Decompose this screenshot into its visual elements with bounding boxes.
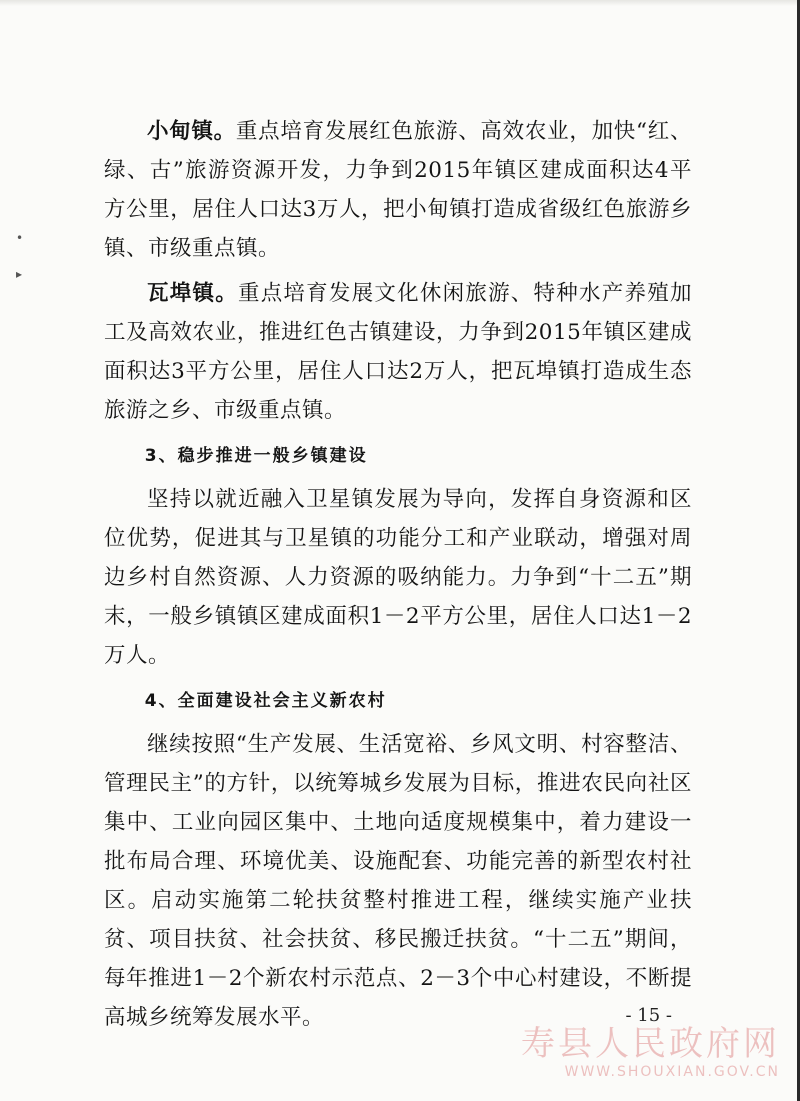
watermark-title: 寿县人民政府网 [521, 1024, 780, 1064]
watermark-url: WWW.SHOUXIAN.GOV.CN [564, 1064, 780, 1080]
paragraph-general-towns: 坚持以就近融入卫星镇发展为导向，发挥自身资源和区位优势，促进其与卫星镇的功能分工和产业联动，增强对周边乡村自然资源、人力资源的吸纳能力。力争到“十二五”期末，一般乡镇镇区建成面积1－2平方公里，居住人口达1－2万人。 [104, 487, 692, 668]
scan-edge-top [0, 0, 800, 6]
section-heading-4: 4、全面建设社会主义新农村 [144, 691, 387, 711]
page-number: - 15 - [625, 1005, 672, 1026]
paragraph-new-countryside: 继续按照“生产发展、生活宽裕、乡风文明、村容整洁、管理民主”的方针，以统筹城乡发展为目标，推进农民向社区集中、工业向园区集中、土地向适度规模集中，着力建设一批布局合理、环境优美、设施配套、功能完善的新型农村社区。启动实施第二轮扶贫整村推进工程，继续实施产业扶贫、项目扶贫、社会扶贫、移民搬迁扶贫。“十二五”期间，每年推进1－2个新农村示范点、2－3个中心村建设，不断提高城乡统筹发展水平。 [104, 732, 692, 1030]
document-body [104, 112, 692, 1043]
paragraph-text: 重点培育发展文化休闲旅游、特种水产养殖加工及高效农业，推进红色古镇建设，力争到2015年镇区建成面积达3平方公里，居住人口达2万人，把瓦埠镇打造成生态旅游之乡、市级重点镇。 [104, 281, 692, 423]
paragraph-xiaodian [104, 112, 692, 268]
paragraph-lead: 小甸镇。 [147, 119, 236, 144]
paragraph-text: 重点培育发展红色旅游、高效农业，加快“红、绿、古”旅游资源开发，力争到2015年镇区建成面积达4平方公里，居住人口达3万人，把小甸镇打造成省级红色旅游乡镇、市级重点镇。 [104, 119, 692, 261]
margin-mark: ▸ [16, 267, 23, 281]
section-heading-3: 3、稳步推进一般乡镇建设 [144, 446, 368, 466]
paragraph-lead: 瓦埠镇。 [147, 281, 238, 306]
paragraph-wabu [104, 274, 692, 430]
margin-mark: • [16, 231, 24, 245]
